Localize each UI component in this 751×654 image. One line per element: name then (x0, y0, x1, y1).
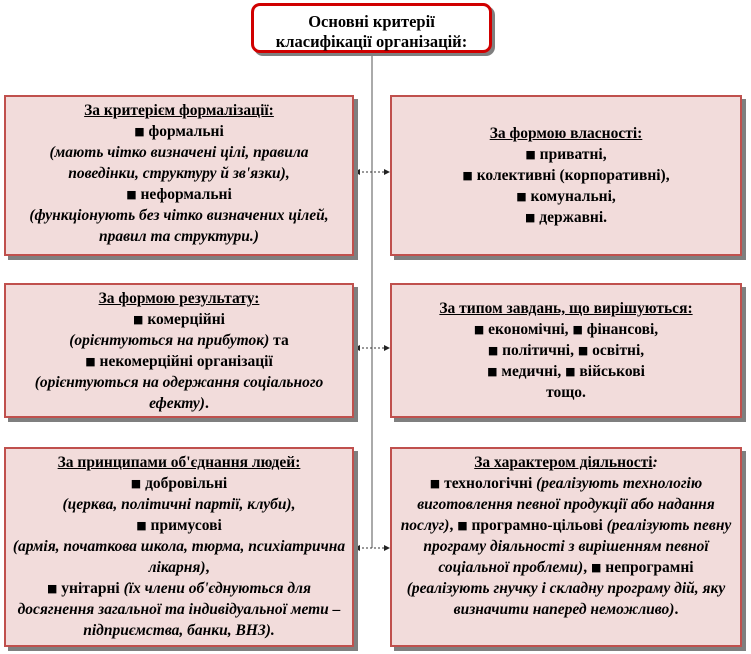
tasks-item-4: освітні, (592, 342, 645, 359)
bullet-icon: ■ (516, 190, 527, 203)
association-desc-3-post: підприємства, банки, ВНЗ). (83, 622, 275, 639)
formalization-item-2: неформальні (140, 186, 232, 203)
ownership-heading: За формою власності: (489, 125, 643, 142)
title-line-2: класифікації організацій: (275, 32, 468, 51)
bullet-icon: ■ (462, 169, 473, 182)
activity-item-1: технологічні (444, 475, 533, 492)
association-desc-2: (армія, початкова школа, тюрма, психіатрична лікарня) (12, 538, 346, 576)
formalization-heading: За критерієм формалізації: (84, 102, 274, 119)
bullet-icon: ■ (525, 148, 536, 161)
tasks-item-6: військові (579, 363, 645, 380)
association-heading: За принципами об'єднання людей: (57, 454, 301, 471)
result-heading: За формою результату: (98, 290, 260, 307)
tasks-item-3: політичні, (502, 342, 574, 359)
bullet-icon: ■ (473, 323, 485, 336)
tasks-tail: тощо. (546, 384, 586, 401)
bullet-icon: ■ (130, 477, 142, 490)
bullet-icon: ■ (590, 561, 602, 574)
bullet-icon: ■ (487, 344, 499, 357)
title-box (251, 3, 492, 53)
activity-desc-2: (реалізують певну програму діяльності з вирішенням певної соціальної проблеми) (423, 517, 732, 576)
bullet-icon: ■ (85, 355, 96, 368)
activity-desc-1: (реалізують технологію виготовлення певної продукції або надання послуг) (400, 475, 715, 534)
bullet-icon: ■ (572, 323, 583, 336)
ownership-item-1: приватні, (539, 146, 607, 163)
result-conjunction: та (269, 332, 289, 349)
ownership-item-2: колективні (корпоративні), (476, 167, 670, 184)
activity-item-2: програмно-цільові (471, 517, 603, 534)
bullet-icon: ■ (487, 365, 498, 378)
association-desc-3-pre: (їх члени об'єднуються для досягнення загальної та індивідуальної мети – (17, 580, 341, 618)
association-box (4, 447, 354, 647)
bullet-icon: ■ (133, 313, 144, 326)
bullet-icon: ■ (524, 211, 536, 224)
association-item-3: унітарні (61, 580, 120, 597)
bullet-icon: ■ (47, 582, 58, 595)
activity-item-3: непрограмні (605, 559, 694, 576)
activity-tail: . (674, 601, 679, 618)
result-item-1: комерційні (147, 311, 225, 328)
bullet-icon: ■ (429, 477, 441, 490)
bullet-icon: ■ (577, 344, 589, 357)
activity-heading-line (398, 452, 734, 473)
formalization-item-1: формальні (148, 123, 224, 140)
formalization-desc-2: (функціонують без чітко визначених цілей, правил та структури.) (29, 207, 329, 245)
formalization-desc-1: (мають чітко визначені цілі, правила поведінки, структуру й зв'язки), (49, 144, 309, 182)
bullet-icon: ■ (136, 519, 147, 532)
result-tail: . (204, 395, 209, 412)
ownership-item-3: комунальні, (530, 188, 616, 205)
tasks-item-1: економічні, (488, 321, 569, 338)
association-sep-2: , (205, 559, 210, 576)
activity-heading: За характером діяльності (474, 454, 653, 471)
bullet-icon: ■ (126, 188, 137, 201)
bullet-icon: ■ (134, 125, 145, 138)
bullet-icon: ■ (457, 519, 468, 532)
result-box (4, 283, 354, 418)
ownership-item-4: державні. (539, 209, 608, 226)
activity-heading-colon: : (652, 454, 658, 471)
tasks-item-2: фінансові, (586, 321, 659, 338)
activity-sep-1: , (449, 517, 454, 534)
activity-desc-3: (реалізують гнучку і складну програму дій, яку визначити наперед неможливо) (406, 580, 726, 618)
tasks-box (390, 283, 742, 418)
ownership-box (390, 95, 742, 256)
formalization-box (4, 95, 354, 256)
result-desc-2: (орієнтуються на одержання соціального ефекту) (34, 374, 324, 412)
title-line-1: Основні критерії (308, 12, 435, 31)
activity-sep-2: , (583, 559, 588, 576)
result-desc-1: (орієнтуються на прибуток) (69, 332, 270, 349)
result-item-2: некомерційні організації (99, 353, 273, 370)
bullet-icon: ■ (565, 365, 576, 378)
tasks-item-5: медичні, (501, 363, 562, 380)
association-item-2: примусові (150, 517, 222, 534)
tasks-heading: За типом завдань, що вирішуються: (439, 300, 693, 317)
association-item-1: добровільні (145, 475, 228, 492)
association-desc-1: (церква, політичні партії, клуби), (62, 496, 296, 513)
activity-box (390, 447, 742, 647)
